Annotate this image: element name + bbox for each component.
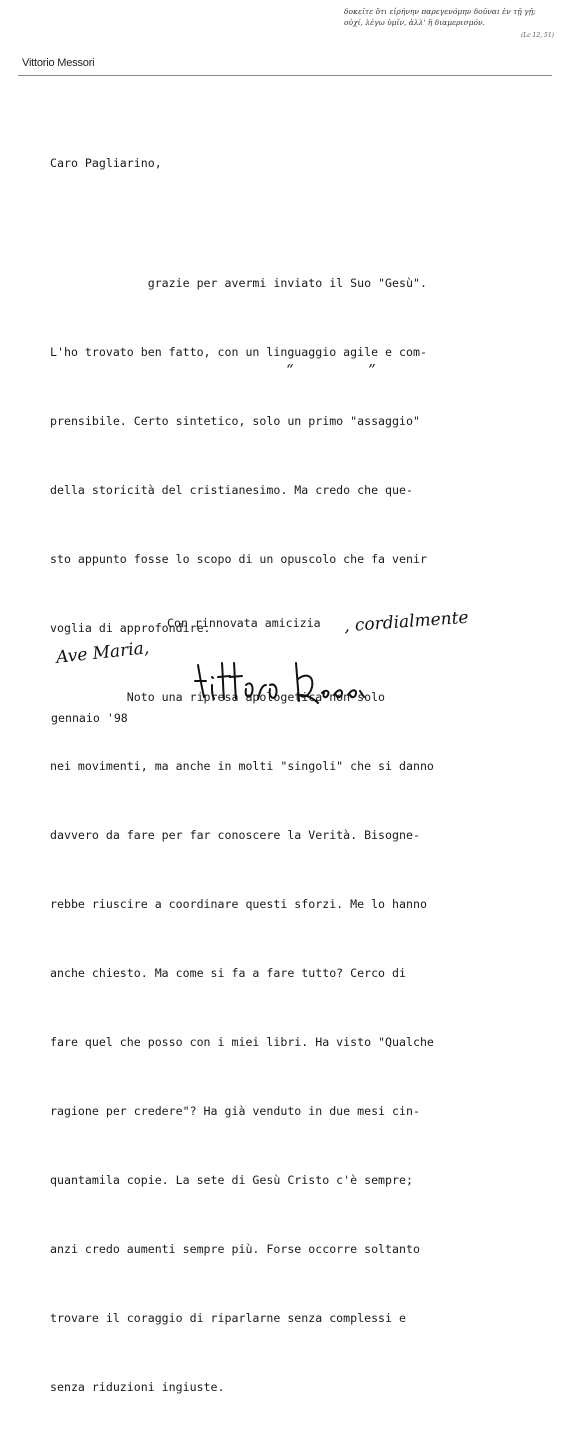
body-line: nei movimenti, ma anche in molti "singoli" che si danno bbox=[50, 759, 434, 773]
letterhead-name: Vittorio Messori bbox=[22, 57, 95, 69]
handwritten-close-quote: ” bbox=[368, 361, 376, 379]
letter-body bbox=[50, 226, 434, 1445]
body-line: L'ho trovato ben fatto, con un linguaggio agile e com- bbox=[50, 345, 427, 359]
body-line: della storicità del cristianesimo. Ma credo che que- bbox=[50, 483, 413, 497]
letterhead-divider bbox=[18, 75, 552, 76]
handwritten-closing: , cordialmente bbox=[343, 607, 470, 637]
body-line: prensibile. Certo sintetico, solo un primo "assaggio" bbox=[50, 414, 420, 428]
handwritten-open-quote: “ bbox=[286, 361, 294, 379]
body-line: ragione per credere"? Ha già venduto in due mesi cin- bbox=[50, 1104, 420, 1118]
date-line: gennaio '98 bbox=[51, 711, 128, 725]
body-line: trovare il coraggio di riparlarne senza complessi e bbox=[50, 1311, 406, 1325]
body-line: senza riduzioni ingiuste. bbox=[50, 1380, 225, 1394]
greek-quote bbox=[344, 6, 554, 41]
body-line: grazie per avermi inviato il Suo "Gesù". bbox=[50, 276, 427, 290]
signature-image bbox=[192, 655, 372, 705]
greek-quote-line-2: οὐχί, λέγω ὑμῖν, ἀλλ' ἢ διαμερισμόν. bbox=[344, 18, 485, 27]
body-line: quantamila copie. La sete di Gesù Cristo c'è sempre; bbox=[50, 1173, 413, 1187]
body-line: anzi credo aumenti sempre più. Forse occorre soltanto bbox=[50, 1242, 420, 1256]
body-line: Noto una ripresa apologetica non solo bbox=[50, 690, 386, 704]
salutation: Caro Pagliarino, bbox=[50, 156, 162, 170]
handwritten-greeting: Ave Maria, bbox=[55, 638, 151, 668]
body-line: anche chiesto. Ma come si fa a fare tutto? Cerco di bbox=[50, 966, 406, 980]
greek-quote-reference: (Lc 12, 51) bbox=[520, 32, 554, 39]
body-line: fare quel che posso con i miei libri. Ha visto "Qualche bbox=[50, 1035, 434, 1049]
body-line: sto appunto fosse lo scopo di un opuscolo che fa venir bbox=[50, 552, 427, 566]
greek-quote-line-1: δοκεῖτε ὅτι εἰρήνην παρεγενόμην δοῦναι ἐν τῇ γῇ; bbox=[344, 7, 536, 16]
body-line: voglia di approfondire. bbox=[50, 621, 211, 635]
typed-closing: Con rinnovata amicizia bbox=[167, 616, 321, 630]
body-line: davvero da fare per far conoscere la Verità. Bisogne- bbox=[50, 828, 420, 842]
body-line: rebbe riuscire a coordinare questi sforzi. Me lo hanno bbox=[50, 897, 427, 911]
